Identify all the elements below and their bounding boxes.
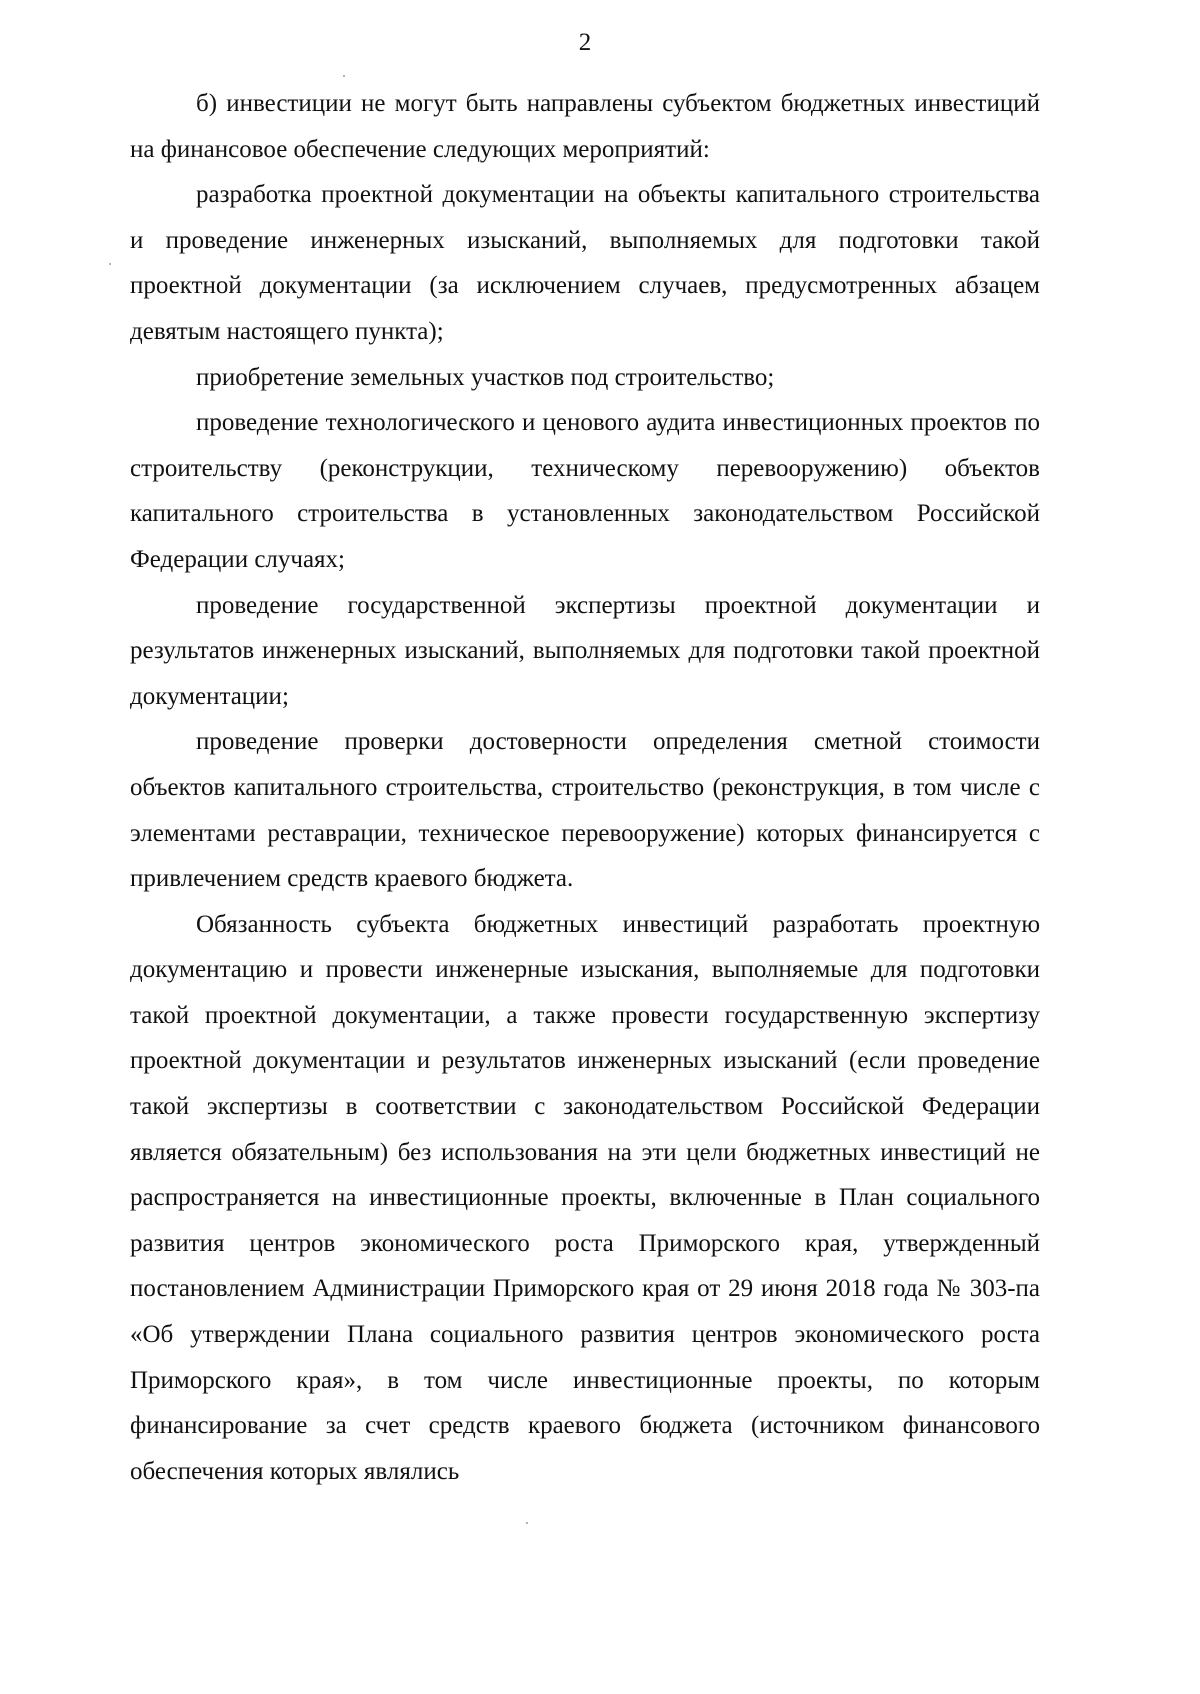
document-body — [130, 81, 1040, 1494]
scan-speck — [526, 1522, 528, 1524]
paragraph-state-expertise: проведение государственной экспертизы проектной документации и результатов инженерных изысканий, выполняемых для подготовки такой проектной документации; — [130, 591, 1040, 710]
paragraph-obligation: Обязанность субъекта бюджетных инвестиций разработать проектную документацию и провести инженерные изыскания, выполняемые для подготовки такой проектной документации, а также провести государственную экспертизу проектной документации и результатов инженерных изысканий (если проведение такой экспертизы в соответствии с законодательством Российской Федерации является обязательным) без использования на эти цели бюджетных инвестиций не распространяется на инвестиционные проекты, включенные в План социального развития центров экономического роста Приморского края, утвержденный постановлением Администрации Приморского края от 29 июня 2018 года № 303-па «Об утверждении Плана социального развития центров экономического роста Приморского края», в том числе инвестиционные проекты, по которым финансирование за счет средств краевого бюджета (источником финансового обеспечения которых являлись — [130, 910, 1040, 1485]
scan-speck — [109, 263, 111, 265]
scan-speck — [343, 75, 345, 77]
paragraph-cost-verification: проведение проверки достоверности определения сметной стоимости объектов капитального строительства, строительство (реконструкция, в том числе с элементами реставрации, техническое перевооружение) которых финансируется с привлечением средств краевого бюджета. — [130, 728, 1040, 893]
page-number: 2 — [578, 29, 592, 56]
paragraph-land-acquisition: приобретение земельных участков под строительство; — [196, 363, 775, 391]
paragraph-design-documentation: разработка проектной документации на объекты капитального строительства и проведение инженерных изысканий, выполняемых для подготовки такой проектной документации (за исключением случаев, предусмотренных абзацем девятым настоящего пункта); — [130, 181, 1040, 345]
paragraph-technological-audit: проведение технологического и ценового аудита инвестиционных проектов по строительству (реконструкции, техническому перевооружению) объектов капитального строительства в установленных законодательством Российской Федерации случаях; — [130, 409, 1040, 573]
paragraph-investment-restrictions: б) инвестиции не могут быть направлены субъектом бюджетных инвестиций на финансовое обеспечение следующих мероприятий: — [130, 90, 1040, 163]
